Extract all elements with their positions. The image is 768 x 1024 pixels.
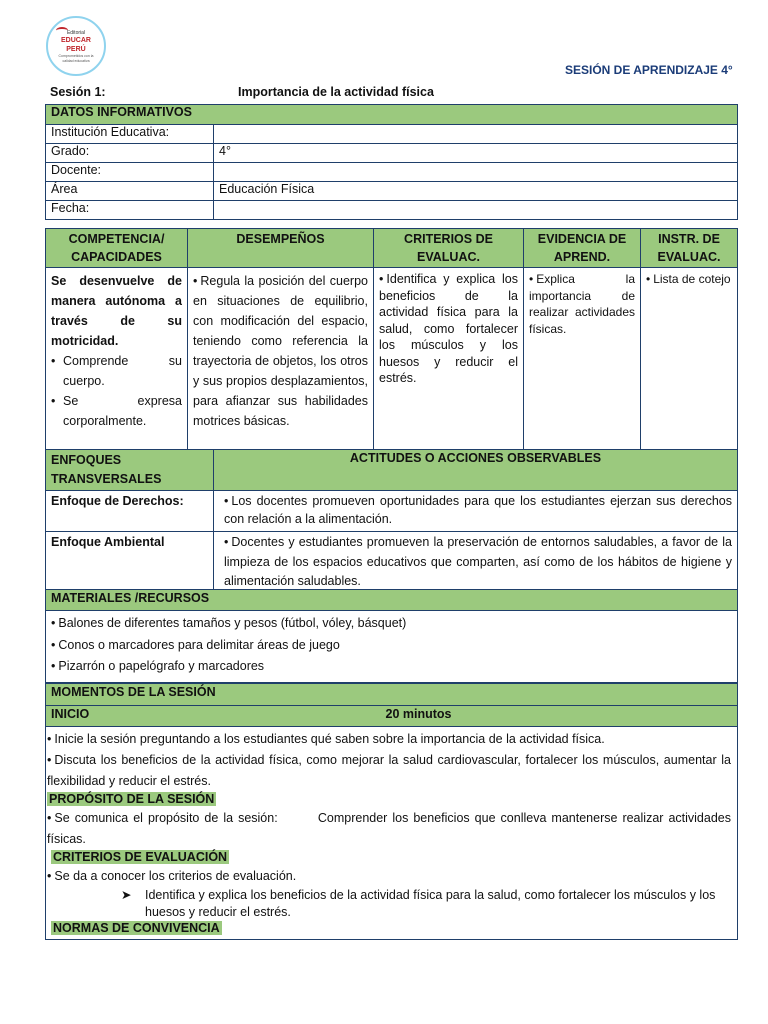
- enfoques-heading: ENFOQUES TRANSVERSALES: [46, 450, 214, 491]
- logo-line2: EDUCAR PERÚ: [61, 37, 91, 53]
- table-row: [46, 182, 738, 201]
- criterios-heading: CRITERIOS DE EVALUACIÓN: [53, 850, 228, 864]
- table-row: [46, 532, 738, 594]
- desempeno-text: Regula la posición del cuerpo en situaciones de equilibrio, con modificación del espacio, teniendo como referencia la trayectoria de objetos, los otros y sus propios desplazamientos, para afianzar sus habilidades motrices básicas.: [193, 274, 368, 428]
- materiales-table: [45, 589, 738, 683]
- header-instrumento: INSTR. DE EVALUAC.: [641, 229, 738, 268]
- criterios-intro: • Se da a conocer los criterios de evaluación.: [47, 866, 731, 887]
- evidencia-cell: [524, 268, 641, 454]
- normas-heading: NORMAS DE CONVIVENCIA: [53, 921, 220, 935]
- instrumento-text: Lista de cotejo: [653, 272, 731, 286]
- table-row: [46, 201, 738, 220]
- field-value[interactable]: [214, 201, 738, 220]
- field-label: Grado:: [46, 144, 214, 163]
- table-row: [46, 163, 738, 182]
- field-label: Institución Educativa:: [46, 125, 214, 144]
- instrumento-cell: [641, 268, 738, 454]
- list-item: • Inicie la sesión preguntando a los estudiantes qué saben sobre la importancia de la actividad física.: [47, 729, 731, 750]
- actitudes-heading: ACTITUDES O ACCIONES OBSERVABLES: [214, 450, 738, 491]
- competencias-table: [45, 228, 738, 454]
- field-label: Docente:: [46, 163, 214, 182]
- table-row: [46, 144, 738, 163]
- publisher-logo: [46, 16, 106, 76]
- competencia-cell: [46, 268, 188, 454]
- datos-informativos-table: [45, 104, 738, 220]
- datos-heading: DATOS INFORMATIVOS: [46, 105, 738, 125]
- field-value[interactable]: 4°: [214, 144, 738, 163]
- criterio-text: Identifica y explica los beneficios de la actividad física para la salud, como fortalecer los músculos y los huesos y reducir el estrés.: [379, 272, 518, 385]
- field-value[interactable]: [214, 163, 738, 182]
- header-criterios: CRITERIOS DE EVALUAC.: [374, 229, 524, 268]
- evidencia-text: Explica la importancia de realizar actividades físicas.: [529, 272, 635, 336]
- header-desempenos: DESEMPEÑOS: [188, 229, 374, 268]
- inicio-time: 20 minutos: [214, 706, 738, 727]
- table-row: [46, 125, 738, 144]
- field-label: Área: [46, 182, 214, 201]
- field-value[interactable]: [214, 125, 738, 144]
- momentos-table: [45, 683, 738, 940]
- enfoque-text-cell: [214, 491, 738, 532]
- momentos-body: [46, 727, 738, 940]
- session-label: Sesión 1:: [50, 85, 106, 99]
- field-value[interactable]: Educación Física: [214, 182, 738, 201]
- capacidad-item: • Comprende su cuerpo.: [51, 351, 182, 391]
- desempeno-cell: [188, 268, 374, 454]
- header-evidencia: EVIDENCIA DE APREND.: [524, 229, 641, 268]
- enfoque-text: Docentes y estudiantes promueven la preservación de entornos saludables, a favor de la limpieza de los espacios educativos que comparten, así como de los hábitos de higiene y alimentación saludables.: [224, 535, 732, 588]
- logo-line3: Comprometidos con la calidad educativa: [58, 54, 94, 63]
- arrow-bullet-icon: ➤: [121, 888, 132, 902]
- competencia-text: Se desenvuelve de manera autónoma a través de su motricidad.: [51, 274, 182, 348]
- list-item: • Discuta los beneficios de la actividad física, como mejorar la salud cardiovascular, fortalecer los músculos, aumentar la flexibilidad y reducir el estrés.: [47, 750, 731, 792]
- session-topic: Importancia de la actividad física: [238, 85, 434, 99]
- materiales-heading: MATERIALES /RECURSOS: [46, 590, 738, 611]
- logo-line1: Editorial: [66, 30, 86, 36]
- proposito-heading: PROPÓSITO DE LA SESIÓN: [49, 792, 215, 806]
- enfoque-text: Los docentes promueven oportunidades para que los estudiantes ejerzan sus derechos con relación a la alimentación.: [224, 494, 732, 526]
- criterios-item: ➤ Identifica y explica los beneficios de la actividad física para la salud, como fortalecer los músculos y los huesos y reducir el estrés.: [121, 888, 716, 919]
- enfoques-table: [45, 449, 738, 594]
- enfoque-name: Enfoque Ambiental: [46, 532, 214, 594]
- capacidad-item: • Se expresa corporalmente.: [51, 391, 182, 431]
- document-title: SESIÓN DE APRENDIZAJE 4°: [565, 63, 733, 77]
- list-item: • Balones de diferentes tamaños y pesos (fútbol, vóley, básquet): [51, 613, 732, 635]
- header-competencia: COMPETENCIA/ CAPACIDADES: [46, 229, 188, 268]
- table-row: [46, 491, 738, 532]
- enfoque-name: Enfoque de Derechos:: [46, 491, 214, 532]
- list-item: • Conos o marcadores para delimitar áreas de juego: [51, 635, 732, 657]
- inicio-label: INICIO: [46, 706, 214, 727]
- proposito-text: • Se comunica el propósito de la sesión: Comprender los beneficios que conlleva mantenerse realizar actividades físicas.: [47, 806, 731, 850]
- materiales-list: [46, 611, 738, 683]
- list-item: • Pizarrón o papelógrafo y marcadores: [51, 656, 732, 678]
- enfoque-text-cell: [214, 532, 738, 594]
- field-label: Fecha:: [46, 201, 214, 220]
- criterio-cell: [374, 268, 524, 454]
- momentos-heading: MOMENTOS DE LA SESIÓN: [46, 684, 738, 706]
